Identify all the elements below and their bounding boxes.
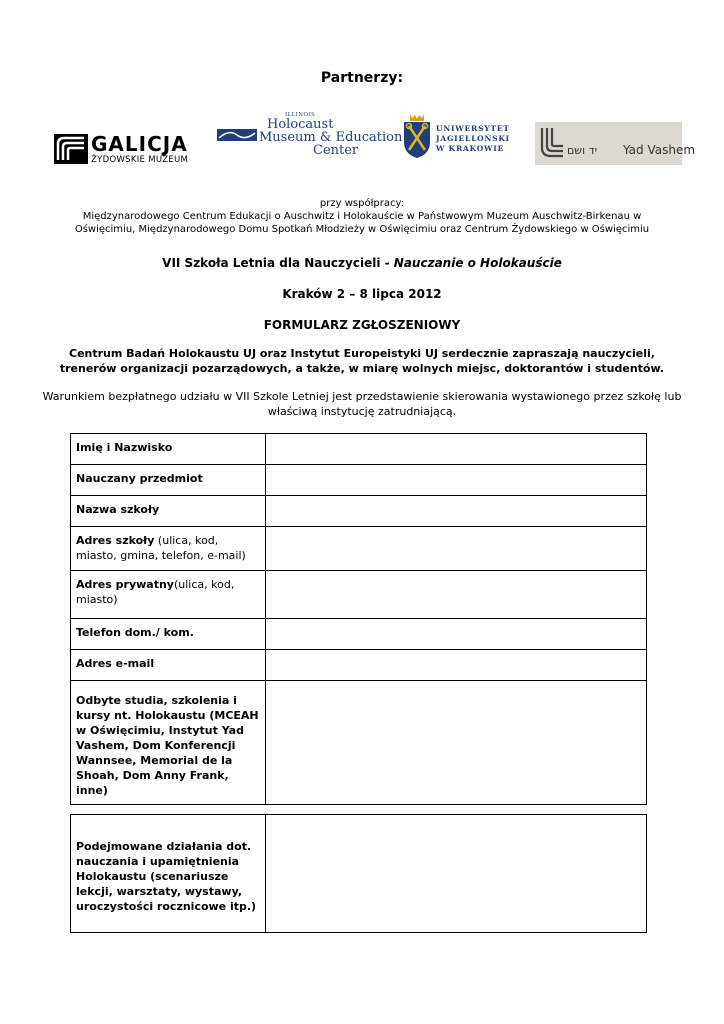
name-field[interactable] (266, 434, 647, 465)
yad-vashem-hebrew: יד ושם (567, 144, 598, 157)
school-title-topic: Nauczanie o Holokauście (393, 256, 562, 270)
activities-form-table (70, 814, 647, 933)
yad-vashem-mark-icon (539, 126, 567, 160)
cooperation-line-1: Międzynarodowego Centrum Edukacji o Auschwitz i Holokauście w Państwowym Muzeum Auschwitz-Birkenau w (82, 211, 642, 222)
form-row-name (71, 434, 647, 465)
yad-vashem-name: Yad Vashem (623, 143, 696, 157)
ihm-line-3: Center (313, 143, 359, 158)
uj-line-1: UNIWERSYTET (436, 124, 510, 133)
invitation-text: Centrum Badań Holokaustu UJ oraz Instytut Europeistyki UJ serdecznie zapraszają nauczycieli, trenerów organizacji pozarządowych, a także, w miarę wolnych miejsc, doktorantów i studentów. (59, 347, 665, 375)
form-label: Telefon dom./ kom. (76, 626, 194, 639)
cooperation-intro: przy współpracy: (319, 198, 405, 209)
galicja-museum-logo (54, 134, 190, 166)
galicja-name: GALICJA (91, 132, 188, 156)
form-label: Podejmowane działania dot. nauczania i upamiętnienia Holokaustu (scenariusze lekcji, warsztaty, wystawy, uroczystości rocznicowe itp.) (76, 840, 257, 913)
form-label: Adres e-mail (76, 657, 155, 670)
school-dates: Kraków 2 – 8 lipca 2012 (282, 287, 442, 301)
wave-mark-icon (217, 129, 257, 141)
email-field[interactable] (266, 650, 647, 681)
school-address-field[interactable] (266, 527, 647, 571)
school-name-field[interactable] (266, 496, 647, 527)
cooperation-line-2: Oświęcimiu, Międzynarodowego Domu Spotkań Młodzieży w Oświęcimiu oraz Centrum Żydowskiego w Oświęcimiu (74, 224, 650, 235)
form-label: Nazwa szkoły (76, 503, 160, 516)
form-label: Adres prywatny (76, 578, 174, 591)
uj-line-3: W KRAKOWIE (436, 144, 505, 153)
form-label: Adres szkoły (76, 534, 155, 547)
ihm-line-1: Holocaust (267, 117, 334, 132)
school-title-prefix: VII Szkoła Letnia dla Nauczycieli - (162, 256, 394, 270)
school-title (0, 256, 724, 270)
form-label: Nauczany przedmiot (76, 472, 203, 485)
form-row-phone (71, 619, 647, 650)
participation-condition: Warunkiem bezpłatnego udziału w VII Szkole Letniej jest przedstawienie skierowania wystawionego przez szkołę lub właściwą instytucję zatrudniającą. (42, 390, 682, 418)
jagiellonian-university-logo (402, 112, 512, 162)
yad-vashem-logo (535, 122, 696, 165)
galicja-subtitle: ŻYDOWSKIE MUZEUM (91, 155, 189, 165)
form-label: Imię i Nazwisko (76, 441, 173, 454)
form-row-subject (71, 465, 647, 496)
uj-line-2: JAGIELLOŃSKI (436, 134, 510, 143)
form-row-email (71, 650, 647, 681)
cooperation-note (0, 197, 724, 236)
uj-name (436, 124, 510, 154)
crest-icon (402, 112, 432, 160)
form-row-school-name (71, 496, 647, 527)
form-label: Odbyte studia, szkolenia i kursy nt. Holokaustu (MCEAH w Oświęcimiu, Instytut Yad Vashem, Dom Konferencji Wannsee, Memorial de la Shoah, Dom Anny Frank, inne) (76, 694, 259, 797)
ihm-line-2: Museum & Education (259, 130, 403, 145)
application-form-table (70, 433, 647, 805)
form-label-note: (ulica, kod, miasto, gmina, telefon, e-mail) (76, 534, 246, 562)
form-row-private-address (71, 571, 647, 619)
phone-field[interactable] (266, 619, 647, 650)
studies-field[interactable] (266, 681, 647, 805)
subject-field[interactable] (266, 465, 647, 496)
galicja-mark-icon (54, 134, 88, 164)
private-address-field[interactable] (266, 571, 647, 619)
form-row-activities (71, 815, 647, 933)
form-label-note: (ulica, kod, miasto) (76, 578, 235, 606)
activities-field[interactable] (266, 815, 647, 933)
form-title: FORMULARZ ZGŁOSZENIOWY (263, 318, 461, 332)
form-row-studies (71, 681, 647, 805)
illinois-holocaust-museum-logo (215, 112, 403, 158)
form-row-school-address (71, 527, 647, 571)
partners-heading: Partnerzy: (320, 70, 404, 86)
ihm-state: ILLINOIS (285, 112, 316, 118)
